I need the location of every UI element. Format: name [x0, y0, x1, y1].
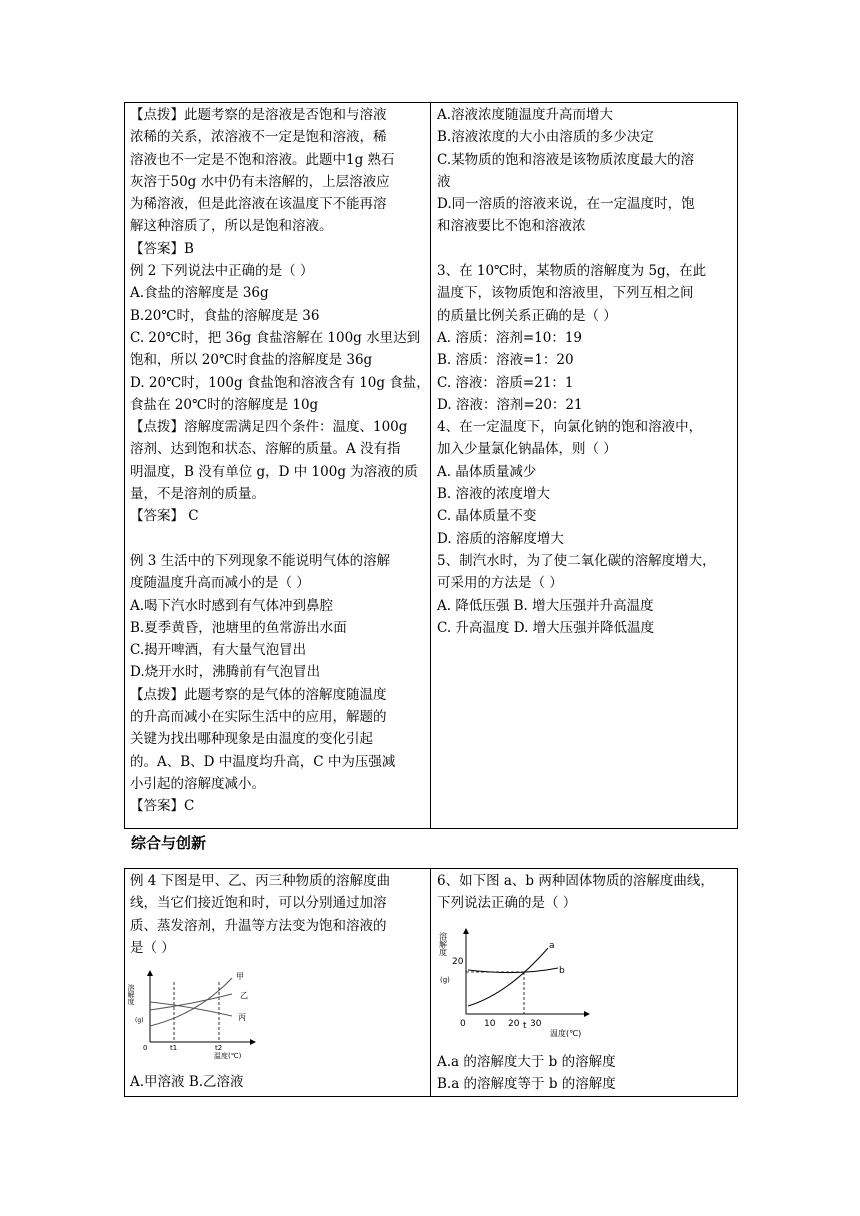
text-line: 度随温度升高而减小的是（ ） [130, 575, 310, 592]
y-axis-arrow [147, 970, 153, 976]
option-line: D.同一溶质的溶液来说，在一定温度时，饱 [437, 196, 695, 213]
text-line: 溶剂、达到饱和状态、溶解的质量。A 没有指 [130, 441, 401, 458]
option-line: B.溶液浓度的大小由溶质的多少决定 [437, 129, 654, 146]
text-line: 【点拨】此题考察的是气体的溶解度随温度 [130, 686, 387, 703]
bottom-right-text-block [437, 870, 714, 915]
section-heading: 综合与创新 [131, 834, 207, 852]
text-line: 明温度，B 没有单位 g，D 中 100g 为溶液的质 [130, 463, 418, 480]
text-line: 的。A、B、D 中温度均升高，C 中为压强减 [130, 753, 396, 770]
solubility-figure-right [438, 924, 606, 1040]
question-line: 3、在 10℃时，某物质的溶解度为 5g，在此 [437, 263, 707, 280]
option-line: A.甲溶液 B.乙溶液 [130, 1074, 244, 1090]
option-line: D. 溶质的溶解度增大 [437, 530, 564, 547]
series-label-bing: 丙 [238, 1013, 246, 1022]
text-line: 下列说法正确的是（ ） [437, 895, 577, 912]
option-line: C. 升高温度 D. 增大压强并降低温度 [437, 619, 655, 636]
text-line: 液 [437, 173, 451, 190]
curve-jia [150, 978, 232, 1026]
option-line: D. 溶液：溶剂=20：21 [437, 396, 583, 413]
option-line: A.a 的溶解度大于 b 的溶解度 [437, 1054, 616, 1070]
answer-line: 【答案】B [130, 240, 194, 257]
top-right-text-block [437, 104, 716, 639]
curve-a [468, 948, 548, 1006]
series-label-jia: 甲 [236, 972, 244, 981]
text-line: 的质量比例关系正确的是（ ） [437, 307, 617, 324]
top-left-text-block [130, 104, 430, 818]
text-line: 关键为找出哪种现象是由温度的变化引起 [130, 731, 373, 748]
option-line: B. 溶质：溶液=1：20 [437, 352, 574, 369]
y-axis-label: 溶解度 [127, 984, 135, 1005]
question-line: 例 4 下图是甲、乙、丙三种物质的溶解度曲 [130, 873, 391, 889]
option-line: A. 降低压强 B. 增大压强并升高温度 [437, 597, 654, 614]
text-line: 【点拨】溶解度需满足四个条件：温度、100g [130, 419, 408, 436]
question-line: 例 3 生活中的下列现象不能说明气体的溶解 [130, 552, 391, 569]
tick-label-t2: t2 [215, 1044, 223, 1052]
answer-line: 【答案】C [130, 798, 195, 815]
question-line: 6、如下图 a、b 两种固体物质的溶解度曲线， [437, 873, 714, 889]
origin-label: 0 [143, 1044, 148, 1052]
option-line: A.喝下汽水时感到有气体冲到鼻腔 [130, 597, 334, 614]
answer-line: 【答案】 C [130, 508, 199, 525]
text-line: 为稀溶液，但是此溶液在该温度下不能再溶 [130, 196, 387, 213]
text-line: 可采用的方法是（ ） [437, 575, 563, 592]
option-line: D.烧开水时，沸腾前有气泡冒出 [130, 664, 321, 681]
question-line: 例 2 下列说法中正确的是（ ） [130, 263, 314, 280]
question-line: 4、在一定温度下，向氯化钠的饱和溶液中， [437, 419, 703, 436]
y-tick-label: 20 [452, 957, 464, 967]
option-line: B.夏季黄昏，池塘里的鱼常游出水面 [130, 619, 347, 636]
y-axis-unit: (g) [440, 976, 450, 984]
text-line: 饱和，所以 20℃时食盐的溶解度是 36g [130, 352, 373, 369]
bottom-left-options [130, 1071, 244, 1093]
option-line: A.食盐的溶解度是 36g [130, 285, 269, 302]
x-axis-label: 温度(℃) [214, 1052, 242, 1060]
text-line: 和溶液要比不饱和溶液浓 [437, 218, 586, 235]
text-line: 食盐在 20℃时的溶解度是 10g [130, 396, 319, 413]
text-line: 量，不是溶剂的质量。 [130, 486, 265, 503]
option-line: C.某物质的饱和溶液是该物质浓度最大的溶 [437, 151, 695, 168]
option-line: B.a 的溶解度等于 b 的溶解度 [437, 1076, 616, 1093]
blank-line [130, 528, 430, 550]
origin-label: 0 [460, 1019, 466, 1029]
option-line: B.20℃时，食盐的溶解度是 36 [130, 307, 320, 324]
text-line: 小引起的溶解度减小。 [130, 775, 265, 792]
text-line: 质、蒸发溶剂，升温等方法变为饱和溶液的 [130, 917, 387, 934]
text-line: 解这种溶质了，所以是饱和溶液。 [130, 218, 333, 235]
x-axis-label: 温度(℃) [550, 1029, 582, 1038]
option-line: C. 20℃时，把 36g 食盐溶解在 100g 水里达到 [130, 329, 421, 346]
text-line: 灰溶于50g 水中仍有未溶解的，上层溶液应 [130, 173, 390, 190]
option-line: A. 溶质：溶剂=10：19 [437, 329, 582, 346]
text-line: 加入少量氯化钠晶体，则（ ） [437, 441, 617, 458]
solubility-figure-left [128, 968, 268, 1060]
text-line: 浓稀的关系，浓溶液不一定是饱和溶液，稀 [130, 129, 387, 146]
series-label-yi: 乙 [240, 991, 248, 1000]
text-line: 温度下，该物质饱和溶液里，下列互相之间 [437, 285, 694, 302]
curve-bing [150, 1002, 232, 1016]
y-axis-arrow [463, 928, 469, 934]
x-tick-label: 20 [508, 1019, 520, 1029]
option-line: C.揭开啤酒，有大量气泡冒出 [130, 642, 307, 659]
tick-label-t1: t1 [170, 1044, 178, 1052]
x-tick-label: 10 [484, 1019, 496, 1029]
series-label-b: b [559, 966, 565, 976]
text-line: 【点拨】此题考察的是溶液是否饱和与溶液 [130, 107, 387, 123]
option-line: B. 溶液的浓度增大 [437, 486, 551, 503]
option-line: A. 晶体质量减少 [437, 463, 537, 480]
option-line: A.溶液浓度随温度升高而增大 [437, 107, 614, 123]
blank-line [437, 238, 716, 260]
text-line: 是（ ） [130, 939, 175, 956]
option-line: D. 20℃时，100g 食盐饱和溶液含有 10g 食盐， [130, 374, 430, 391]
series-label-a: a [549, 941, 555, 951]
text-line: 的升高而减小在实际生活中的应用，解题的 [130, 709, 387, 726]
x-tick-label: t [523, 1021, 527, 1031]
text-line: 线，当它们接近饱和时，可以分别通过加溶 [130, 895, 387, 912]
x-tick-label: 30 [530, 1019, 542, 1029]
bottom-left-text-block [130, 870, 390, 959]
x-axis-arrow [584, 1011, 590, 1017]
bottom-right-options [437, 1051, 616, 1096]
question-line: 5、制汽水时，为了使二氧化碳的溶解度增大， [437, 552, 716, 569]
option-line: C. 溶液：溶质=21：1 [437, 374, 574, 391]
option-line: C. 晶体质量不变 [437, 508, 537, 525]
y-axis-label: 溶解度 [438, 932, 448, 956]
text-line: 溶液也不一定是不饱和溶液。此题中1g 熟石 [130, 151, 395, 168]
y-axis-unit: (g) [135, 1017, 144, 1024]
x-axis-arrow [250, 1039, 256, 1045]
